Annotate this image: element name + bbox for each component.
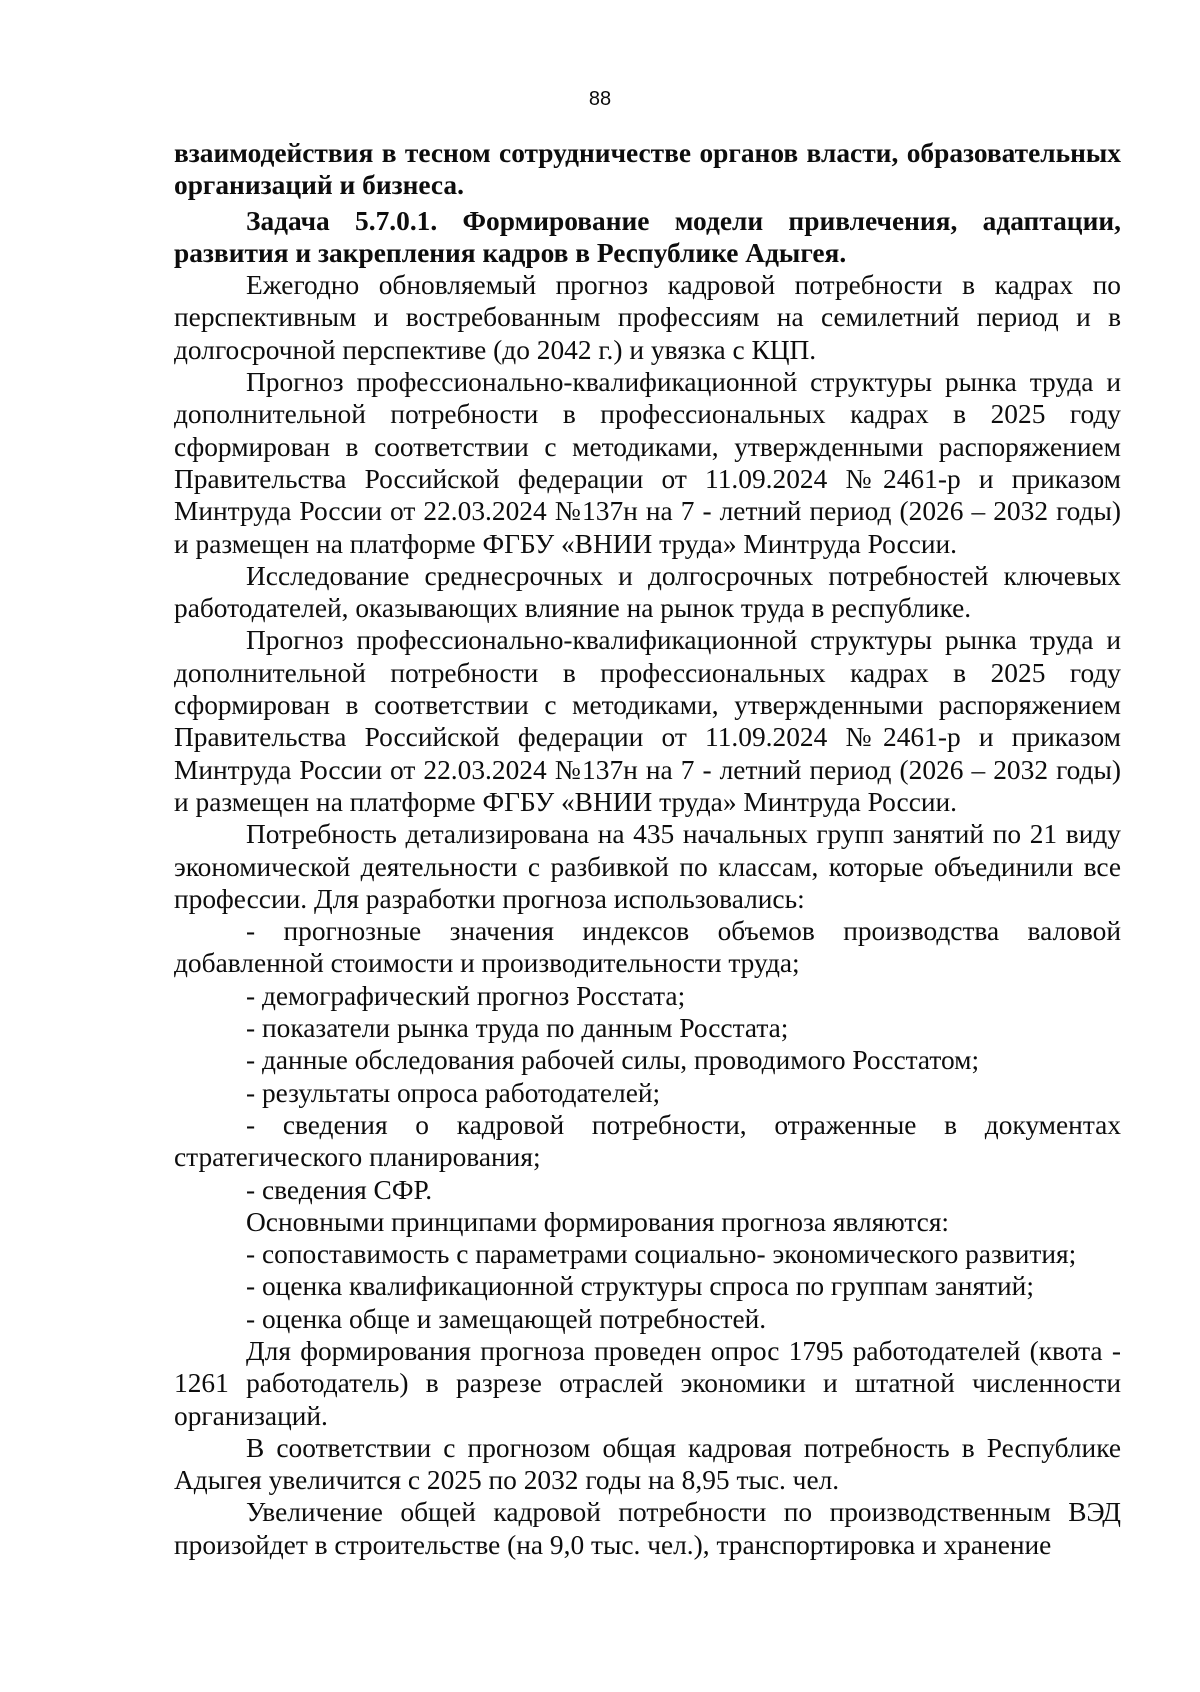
paragraph-intro: взаимодействия в тесном сотрудничестве органов власти, образовательных организаций и бизнеса.	[174, 138, 1121, 201]
list-item: - демографический прогноз Росстата;	[246, 980, 686, 1011]
list-item: - показатели рынка труда по данным Росстата;	[246, 1013, 789, 1044]
paragraph: Основными принципами формирования прогноза являются:	[246, 1206, 950, 1237]
list-item: - сведения о кадровой потребности, отраженные в документах стратегического планирования;	[174, 1109, 1121, 1173]
paragraph: Потребность детализирована на 435 начальных групп занятий по 21 виду экономической деятельности с разбивкой по классам, которые объединили все профессии. Для разработки прогноза использовались:	[174, 819, 1121, 914]
list-item: - оценка обще и замещающей потребностей.	[246, 1303, 767, 1334]
paragraph: Для формирования прогноза проведен опрос 1795 работодателей (квота - 1261 работодатель) в разрезе отраслей экономики и штатной численности организаций.	[174, 1335, 1121, 1431]
paragraph: Увеличение общей кадровой потребности по производственным ВЭД произойдет в строительстве (на 9,0 тыс. чел.), транспортировка и хранение	[174, 1497, 1121, 1560]
paragraph: Исследование среднесрочных и долгосрочных потребностей ключевых работодателей, оказывающих влияние на рынок труда в республике.	[174, 560, 1121, 624]
list-item: - оценка квалификационной структуры спроса по группам занятий;	[246, 1271, 1034, 1302]
list-item: - результаты опроса работодателей;	[246, 1077, 661, 1108]
list-item: - данные обследования рабочей силы, проводимого Росстатом;	[246, 1045, 980, 1076]
paragraph: Прогноз профессионально-квалификационной структуры рынка труда и дополнительной потребности в профессиональных кадрах в 2025 году сформирован в соответствии с методиками, утвержденными распоряжением Правительства Российской федерации от 11.09.2024 №2461-р и приказом Минтруда России от 22.03.2024 №137н на 7 - летний период (2026 – 2032 годы) и размещен на платформе ФГБУ «ВНИИ труда» Минтруда России.	[174, 625, 1121, 817]
page-number: 88	[588, 88, 612, 110]
list-item: - сведения СФР.	[246, 1174, 433, 1205]
document-body	[174, 137, 1121, 1561]
paragraph: Ежегодно обновляемый прогноз кадровой потребности в кадрах по перспективным и востребованным профессиям на семилетний период и в долгосрочной перспективе (до 2042 г.) и увязка с КЦП.	[174, 270, 1121, 365]
list-item: - сопоставимость с параметрами социально- экономического развития;	[246, 1239, 1077, 1270]
task-heading: Задача 5.7.0.1. Формирование модели привлечения, адаптации, развития и закрепления кадров в Республике Адыгея.	[174, 205, 1121, 268]
paragraph: В соответствии с прогнозом общая кадровая потребность в Республике Адыгея увеличится с 2025 по 2032 годы на 8,95 тыс. чел.	[174, 1432, 1121, 1496]
paragraph: Прогноз профессионально-квалификационной структуры рынка труда и дополнительной потребности в профессиональных кадрах в 2025 году сформирован в соответствии с методиками, утвержденными распоряжением Правительства Российской федерации от 11.09.2024 №2461-р и приказом Минтруда России от 22.03.2024 №137н на 7 - летний период (2026 – 2032 годы) и размещен на платформе ФГБУ «ВНИИ труда» Минтруда России.	[174, 367, 1121, 559]
list-item: - прогнозные значения индексов объемов производства валовой добавленной стоимости и производительности труда;	[174, 916, 1121, 979]
